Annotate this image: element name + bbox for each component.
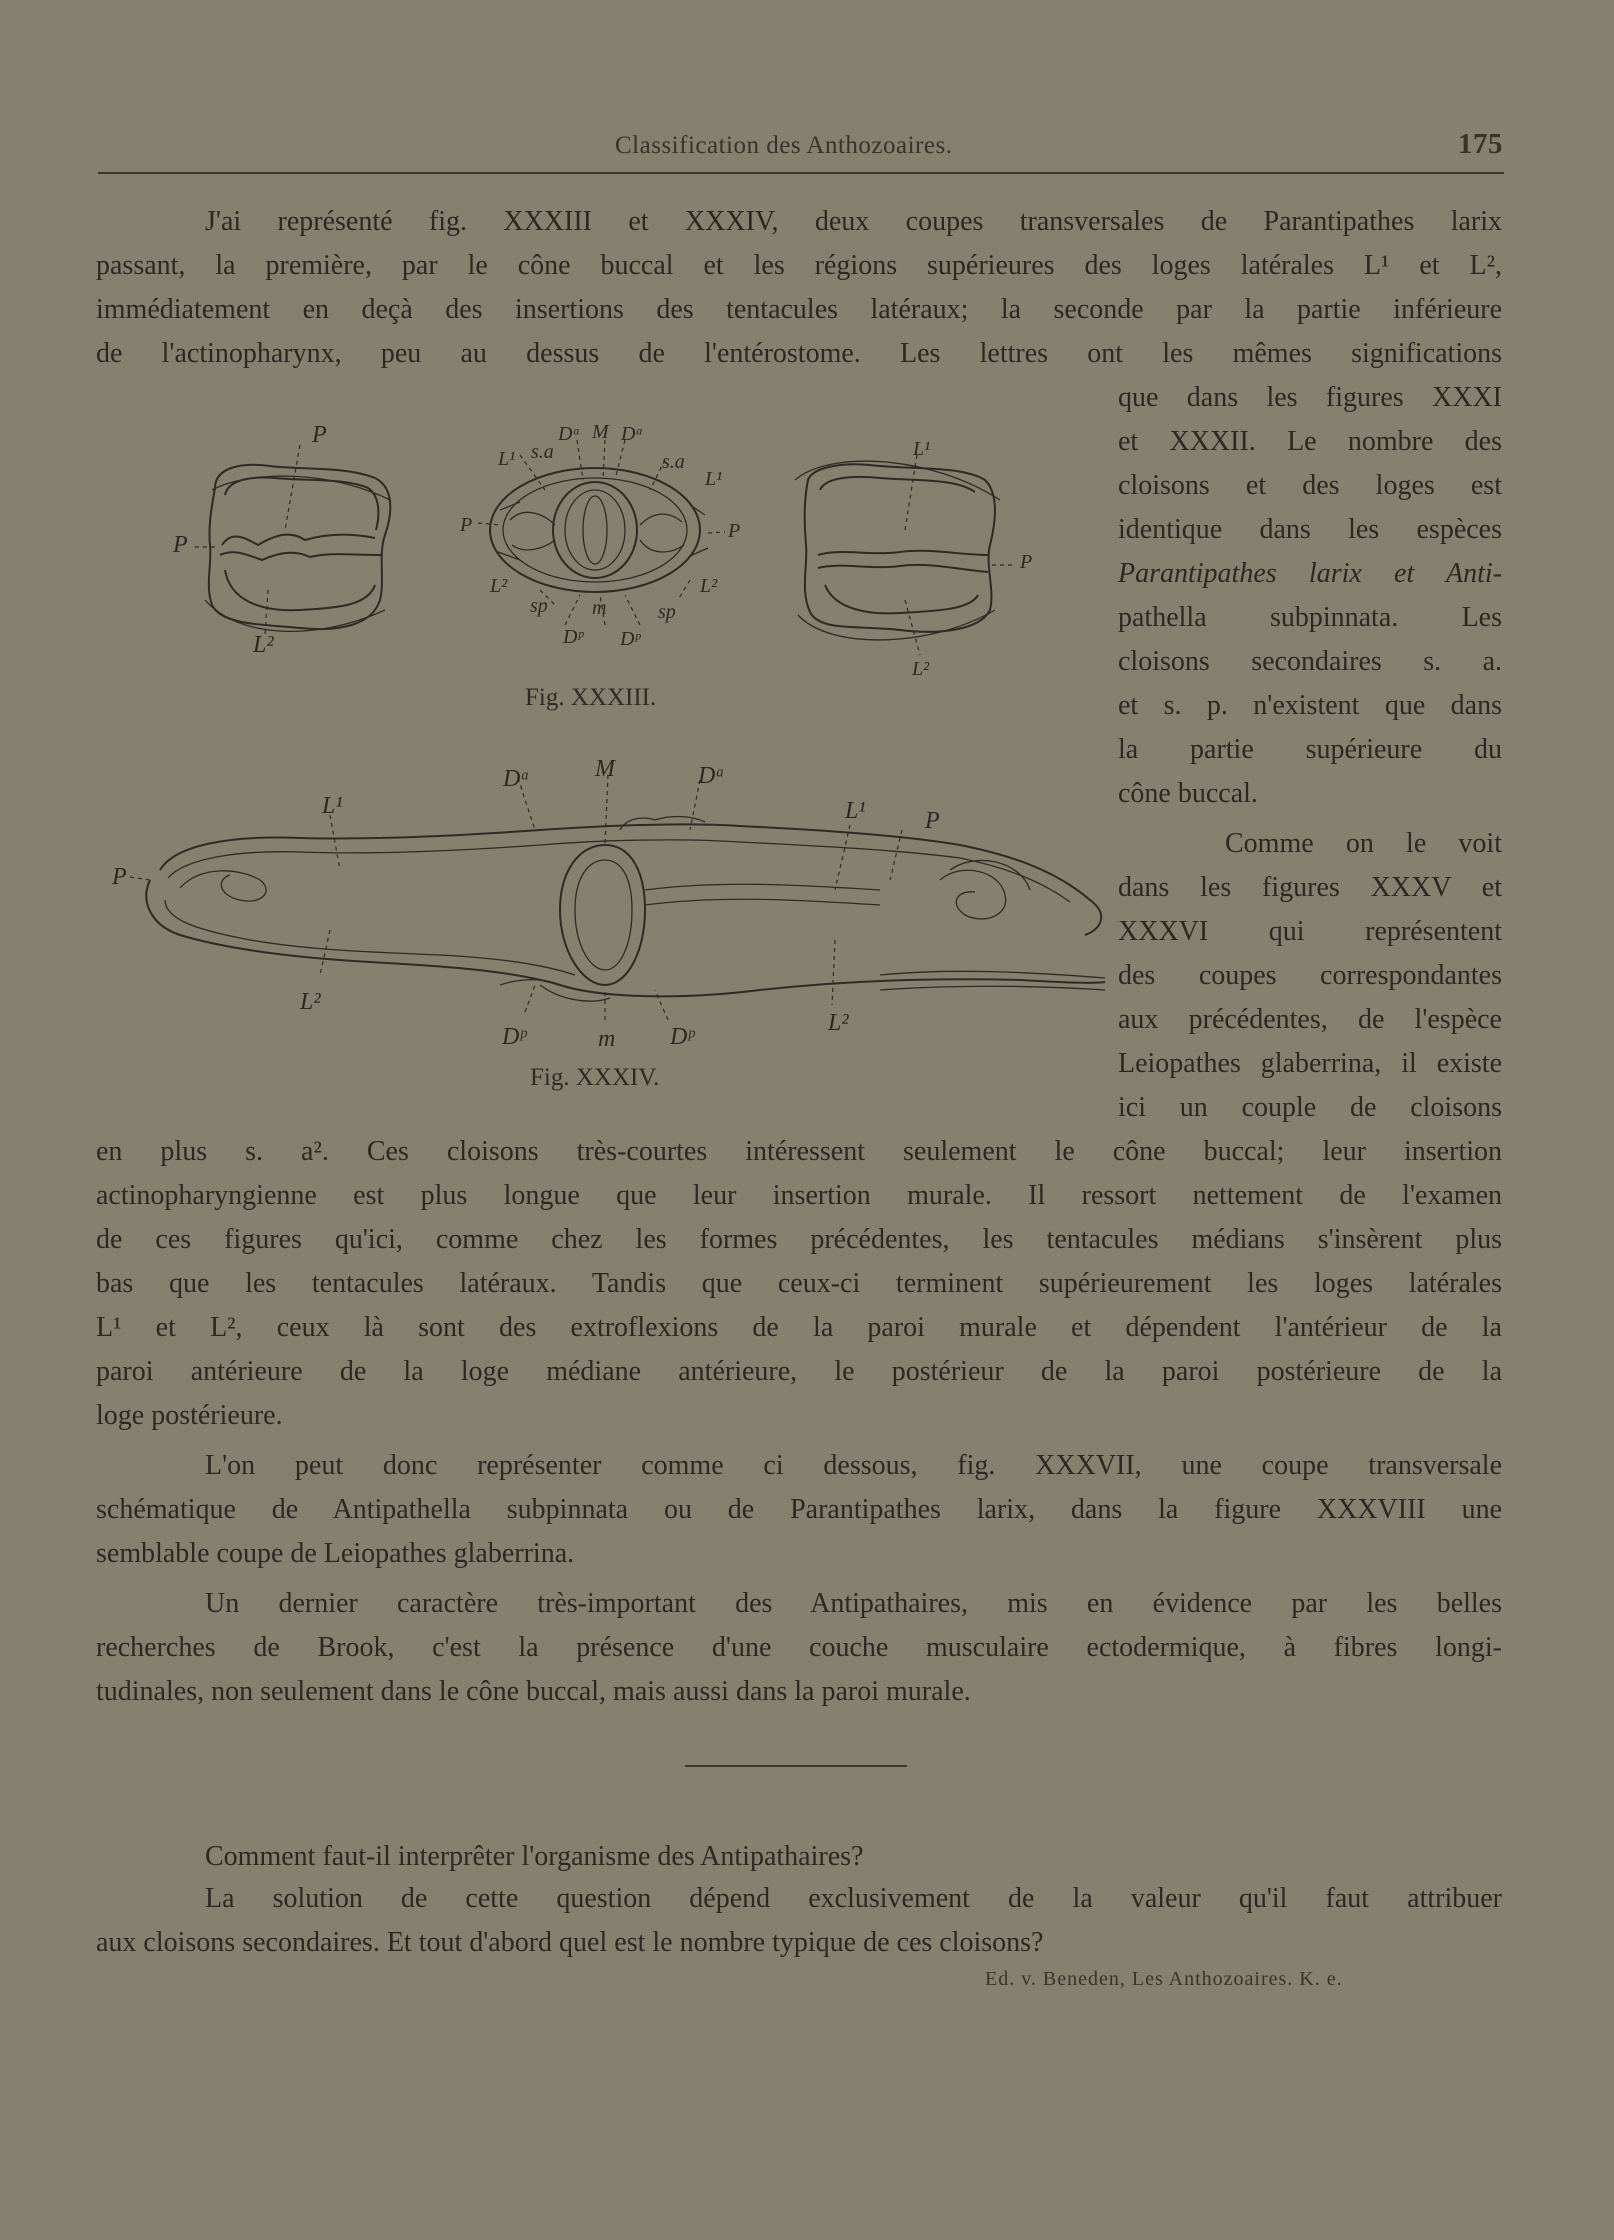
fig33-label-l1-right: L¹: [705, 468, 723, 490]
fig33-label-sp-right: sp: [658, 601, 676, 623]
para3-line: schématique de Antipathella subpinnata ou de Parantipathes larix, dans la figure XXXVIII une: [96, 1494, 1502, 1525]
para4-line: Un dernier caractère très-important des Antipathaires, mis en évidence par les belles: [205, 1588, 1502, 1619]
page-number: 175: [1458, 128, 1503, 160]
fig33-label-sa-right: s.a: [662, 451, 685, 473]
fig33-label-p-centre-left: P: [460, 514, 473, 536]
fig33-label-dp-left: Dᵖ: [563, 626, 584, 648]
fig33-label-p-centre-right: P: [728, 520, 741, 542]
wrap-line: et XXXII. Le nombre des: [1118, 426, 1502, 457]
fig34-label-m-lower: m: [598, 1026, 616, 1052]
fig33-label-l2-centre-left: L²: [490, 575, 508, 597]
para2-line: loge postérieure.: [96, 1400, 283, 1431]
para5-line: aux cloisons secondaires. Et tout d'abord quel est le nombre typique de ces cloisons?: [96, 1927, 1044, 1958]
fig33-label-l2-left: L²: [253, 632, 274, 658]
wrap-line: Parantipathes larix et Anti-: [1118, 558, 1502, 589]
wrap-line: cloisons secondaires s. a.: [1118, 646, 1502, 677]
para3-line: semblable coupe de Leiopathes glaberrina.: [96, 1538, 575, 1569]
signature-footnote: Ed. v. Beneden, Les Anthozoaires. K. e.: [985, 1968, 1343, 1990]
fig34-label-l1-left: L¹: [322, 793, 343, 819]
wrap-line: ici un couple de cloisons: [1118, 1092, 1502, 1123]
para1-line: J'ai représenté fig. XXXIII et XXXIV, deux coupes transversales de Parantipathes larix: [205, 206, 1502, 237]
fig34-label-m: M: [595, 756, 615, 782]
fig33-label-p-left: P: [173, 532, 188, 558]
fig33-label-dp-right: Dᵖ: [620, 628, 641, 650]
wrap-line: cloisons et des loges est: [1118, 470, 1502, 501]
fig33-label-da-right: Dᵃ: [621, 423, 644, 445]
wrap-line: des coupes correspondantes: [1118, 960, 1502, 991]
fig34-label-da-right: Dᵃ: [698, 763, 725, 789]
fig33-label-l2-far-right: L²: [912, 658, 930, 680]
fig33-caption: Fig. XXXIII.: [525, 684, 657, 711]
fig34-label-l1-right: L¹: [845, 798, 866, 824]
para1-line: passant, la première, par le cône buccal et les régions supérieures des loges latérales L¹ et L²,: [96, 250, 1502, 281]
para1-line: de l'actinopharynx, peu au dessus de l'entérostome. Les lettres ont les mêmes significations: [96, 338, 1502, 369]
para2-line: bas que les tentacules latéraux. Tandis que ceux-ci terminent supérieurement les loges latérales: [96, 1268, 1502, 1299]
para2-line: actinopharyngienne est plus longue que leur insertion murale. Il ressort nettement de l'examen: [96, 1180, 1502, 1211]
fig34-label-l2-left: L²: [300, 989, 321, 1015]
fig33-label-m-lower: m: [592, 597, 607, 619]
wrap-line: identique dans les espèces: [1118, 514, 1502, 545]
fig34-label-p-right: P: [925, 808, 940, 834]
fig33-label-sa-left: s.a: [531, 441, 554, 463]
fig33-left-section: [195, 445, 390, 635]
wrap-line: cône buccal.: [1118, 778, 1258, 809]
wrap-line: XXXVI qui représentent: [1118, 916, 1502, 947]
para2-line: de ces figures qu'ici, comme chez les formes précédentes, les tentacules médians s'insèrent plus: [96, 1224, 1502, 1255]
fig33-label-sp-left: sp: [530, 595, 548, 617]
fig33-label-l2-centre-right: L²: [700, 575, 718, 597]
wrap-line: et s. p. n'existent que dans: [1118, 690, 1502, 721]
para4-line: tudinales, non seulement dans le cône buccal, mais aussi dans la paroi murale.: [96, 1676, 971, 1707]
fig33-label-l1-left: L¹: [498, 448, 516, 470]
fig34-caption: Fig. XXXIV.: [530, 1064, 660, 1091]
fig33-label-l1-far-right: L¹: [913, 438, 931, 460]
fig34-label-p-left: P: [112, 864, 127, 890]
wrap-line: Leiopathes glaberrina, il existe: [1118, 1048, 1502, 1079]
fig34-label-dp-left: Dᵖ: [502, 1024, 527, 1050]
wrap-line: la partie supérieure du: [1118, 734, 1502, 765]
fig33-right-section: [795, 455, 1015, 655]
wrap-line: pathella subpinnata. Les: [1118, 602, 1502, 633]
para1-line: immédiatement en deçà des insertions des tentacules latéraux; la seconde par la partie inférieure: [96, 294, 1502, 325]
fig34-label-l2-right: L²: [828, 1010, 849, 1036]
para5-line: Comment faut-il interprêter l'organisme des Antipathaires?: [205, 1841, 864, 1872]
fig33-label-m: M: [592, 421, 609, 443]
fig34-label-da-left: Dᵃ: [503, 766, 530, 792]
para3-line: L'on peut donc représenter comme ci dessous, fig. XXXVII, une coupe transversale: [205, 1450, 1502, 1481]
wrap-line: Comme on le voit: [1225, 828, 1502, 859]
para4-line: recherches de Brook, c'est la présence d'une couche musculaire ectodermique, à fibres longi-: [96, 1632, 1502, 1663]
wrap-line: dans les figures XXXV et: [1118, 872, 1502, 903]
para5-line: La solution de cette question dépend exclusivement de la valeur qu'il faut attribuer: [205, 1883, 1502, 1914]
fig33-label-da-left: Dᵃ: [558, 423, 581, 445]
para2-line: en plus s. a². Ces cloisons très-courtes intéressent seulement le cône buccal; leur insertion: [96, 1136, 1502, 1167]
para2-line: L¹ et L², ceux là sont des extroflexions de la paroi murale et dépendent l'antérieur de la: [96, 1312, 1502, 1343]
fig33-label-p-top: P: [312, 422, 327, 448]
fig33-label-p-far-right: P: [1020, 551, 1033, 573]
fig34-label-dp-right: Dᵖ: [670, 1024, 695, 1050]
para2-line: paroi antérieure de la loge médiane antérieure, le postérieur de la paroi postérieure de la: [96, 1356, 1502, 1387]
wrap-line: aux précédentes, de l'espèce: [1118, 1004, 1502, 1035]
running-header-title: Classification des Anthozoaires.: [615, 132, 953, 159]
wrap-line: que dans les figures XXXI: [1118, 382, 1502, 413]
fig34-section: [130, 775, 1105, 1020]
